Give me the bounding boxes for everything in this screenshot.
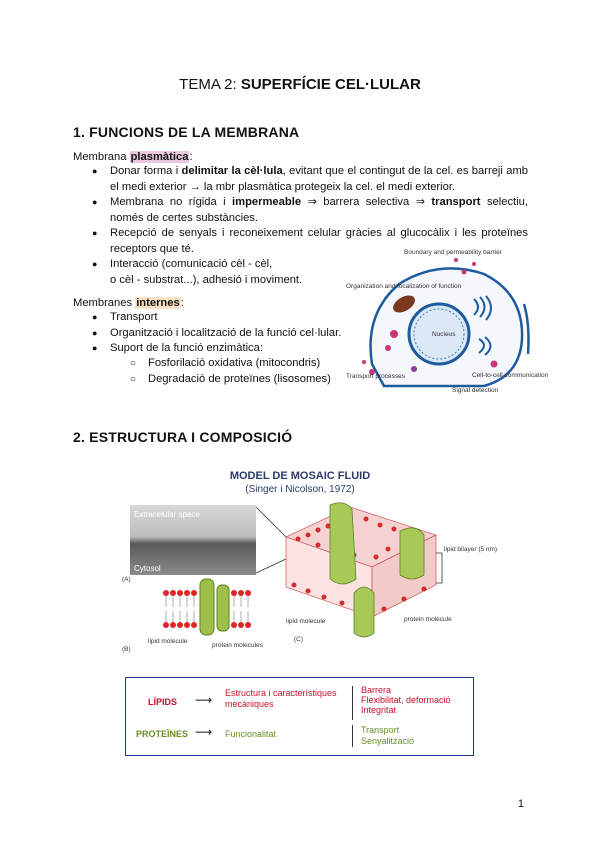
fig1-label-communication: Cell-to-cell communication (472, 372, 549, 379)
list-item: ○ Degradació de proteïnes (lisosomes) (128, 372, 360, 388)
section2-heading: 2. ESTRUCTURA I COMPOSICIÓ (73, 429, 293, 445)
proteins-brace (352, 725, 357, 747)
b2-text-d: transport (431, 196, 481, 208)
protein-c2 (400, 528, 424, 579)
fig1-label-signal: Signal detection (452, 387, 499, 394)
b2-text-b: impermeable (232, 196, 302, 208)
page-number: 1 (517, 798, 524, 810)
list-item: ● Transport (90, 310, 360, 326)
cell-membrane-functions-figure (344, 244, 549, 394)
lipids-proteins-summary (125, 677, 474, 756)
lipids-list-item: Integritat (361, 705, 397, 715)
internes-highlight: internes (136, 297, 180, 309)
lipids-arrow: ⟶ (195, 693, 213, 707)
lipids-desc: Estructura i característiques mecàniques (225, 688, 337, 709)
lipids-list-item: Flexibilitat, deformació (361, 695, 451, 705)
proteins-desc: Funcionalitat (225, 729, 277, 739)
fig2-subtitle: (Singer i Nicolson, 1972) (245, 484, 355, 495)
label-a: (A) (122, 576, 131, 583)
enzymatic-sublist (90, 356, 360, 387)
fig1-label-transport: Transport processes (346, 373, 406, 380)
plasmatica-label-text: Membrana (73, 151, 130, 163)
b2-text-c: ⇒ barrera selectiva ⇒ (301, 196, 432, 208)
fig2-title: MODEL DE MOSAIC FLUID (229, 470, 371, 482)
internes-label-text: Membranes (73, 297, 136, 309)
protein-b2 (217, 585, 229, 631)
proteins-label: PROTEÏNES (136, 729, 189, 739)
protein-b1 (200, 579, 214, 635)
list-item: ○ Fosforilació oxidativa (mitocondris) (128, 356, 360, 372)
lipid-molecule-label: lipid molecule (148, 638, 188, 645)
list-item: ● Organització i localització de la funció cel·lular. (90, 326, 360, 342)
lipid-molecule-c-label: lipid molecule (286, 618, 326, 625)
b1-text-c: , evitant que el contingut de la cel. es barreji amb el medi exterior → la mbr plasmàtica protegeix la cel. el medi exterior. (110, 165, 528, 193)
internes-list (90, 310, 360, 357)
list-item (90, 195, 528, 226)
b1-text-b: delimitar la cèl·lula (181, 165, 283, 177)
lipids-label: LÍPIDS (148, 697, 178, 707)
proteins-list-item: Senyalització (361, 736, 415, 746)
internes-colon: : (180, 297, 184, 309)
title-main: SUPERFÍCIE CEL·LULAR (240, 76, 421, 93)
b4-line2: o cèl - substrat...), adhesió i moviment. (110, 273, 303, 286)
b1-text-a: Donar forma i (110, 165, 182, 177)
protein-molecules-label: protein molecules (212, 642, 263, 649)
protein-c3 (354, 587, 374, 637)
protein-molecule-c-label: protein molecule (404, 616, 452, 623)
b3-text: Recepció de senyals i reconeixement celular gràcies al glucocàlix i les proteïnes receptors que té. (110, 227, 528, 255)
proteins-list-item: Transport (361, 725, 400, 735)
title-prefix: TEMA 2: (179, 76, 241, 93)
b2-text-e: selectiu, només de certes substàncies. (110, 196, 528, 224)
fluid-mosaic-figure (118, 497, 498, 657)
label-b: (B) (122, 646, 131, 653)
label-c: (C) (294, 636, 304, 643)
proteins-list (361, 725, 414, 747)
lipids-brace (352, 686, 357, 720)
protein-c1 (330, 503, 356, 584)
fig1-label-nucleus: Nucleus (432, 331, 456, 338)
plasmatica-highlight: plasmàtica (130, 151, 189, 163)
list-item (90, 164, 528, 195)
b4-line1: ● Interacció (comunicació cèl - cèl, (110, 258, 273, 270)
micro-top-label: Extracelular space (134, 510, 200, 519)
list-item: ● Suport de la funció enzimàtica: (90, 341, 360, 357)
plasmatica-colon: : (189, 151, 193, 163)
fig1-label-organization: Organization and localization of function (346, 283, 462, 290)
b2-text-a: Membrana no rígida i (110, 196, 233, 208)
proteins-arrow: ⟶ (195, 725, 213, 739)
page-title (0, 76, 600, 93)
micro-bottom-label: Cytosol (134, 564, 161, 573)
lipids-list (361, 685, 451, 715)
lipid-bilayer-label: lipid bilayer (5 nm) (444, 546, 498, 553)
section1-heading: 1. FUNCIONS DE LA MEMBRANA (73, 124, 300, 140)
fig1-label-barrier: Boundary and permeability barrier (404, 249, 502, 256)
bilayer-b (163, 579, 251, 635)
lipids-list-item: Barrera (361, 685, 392, 695)
